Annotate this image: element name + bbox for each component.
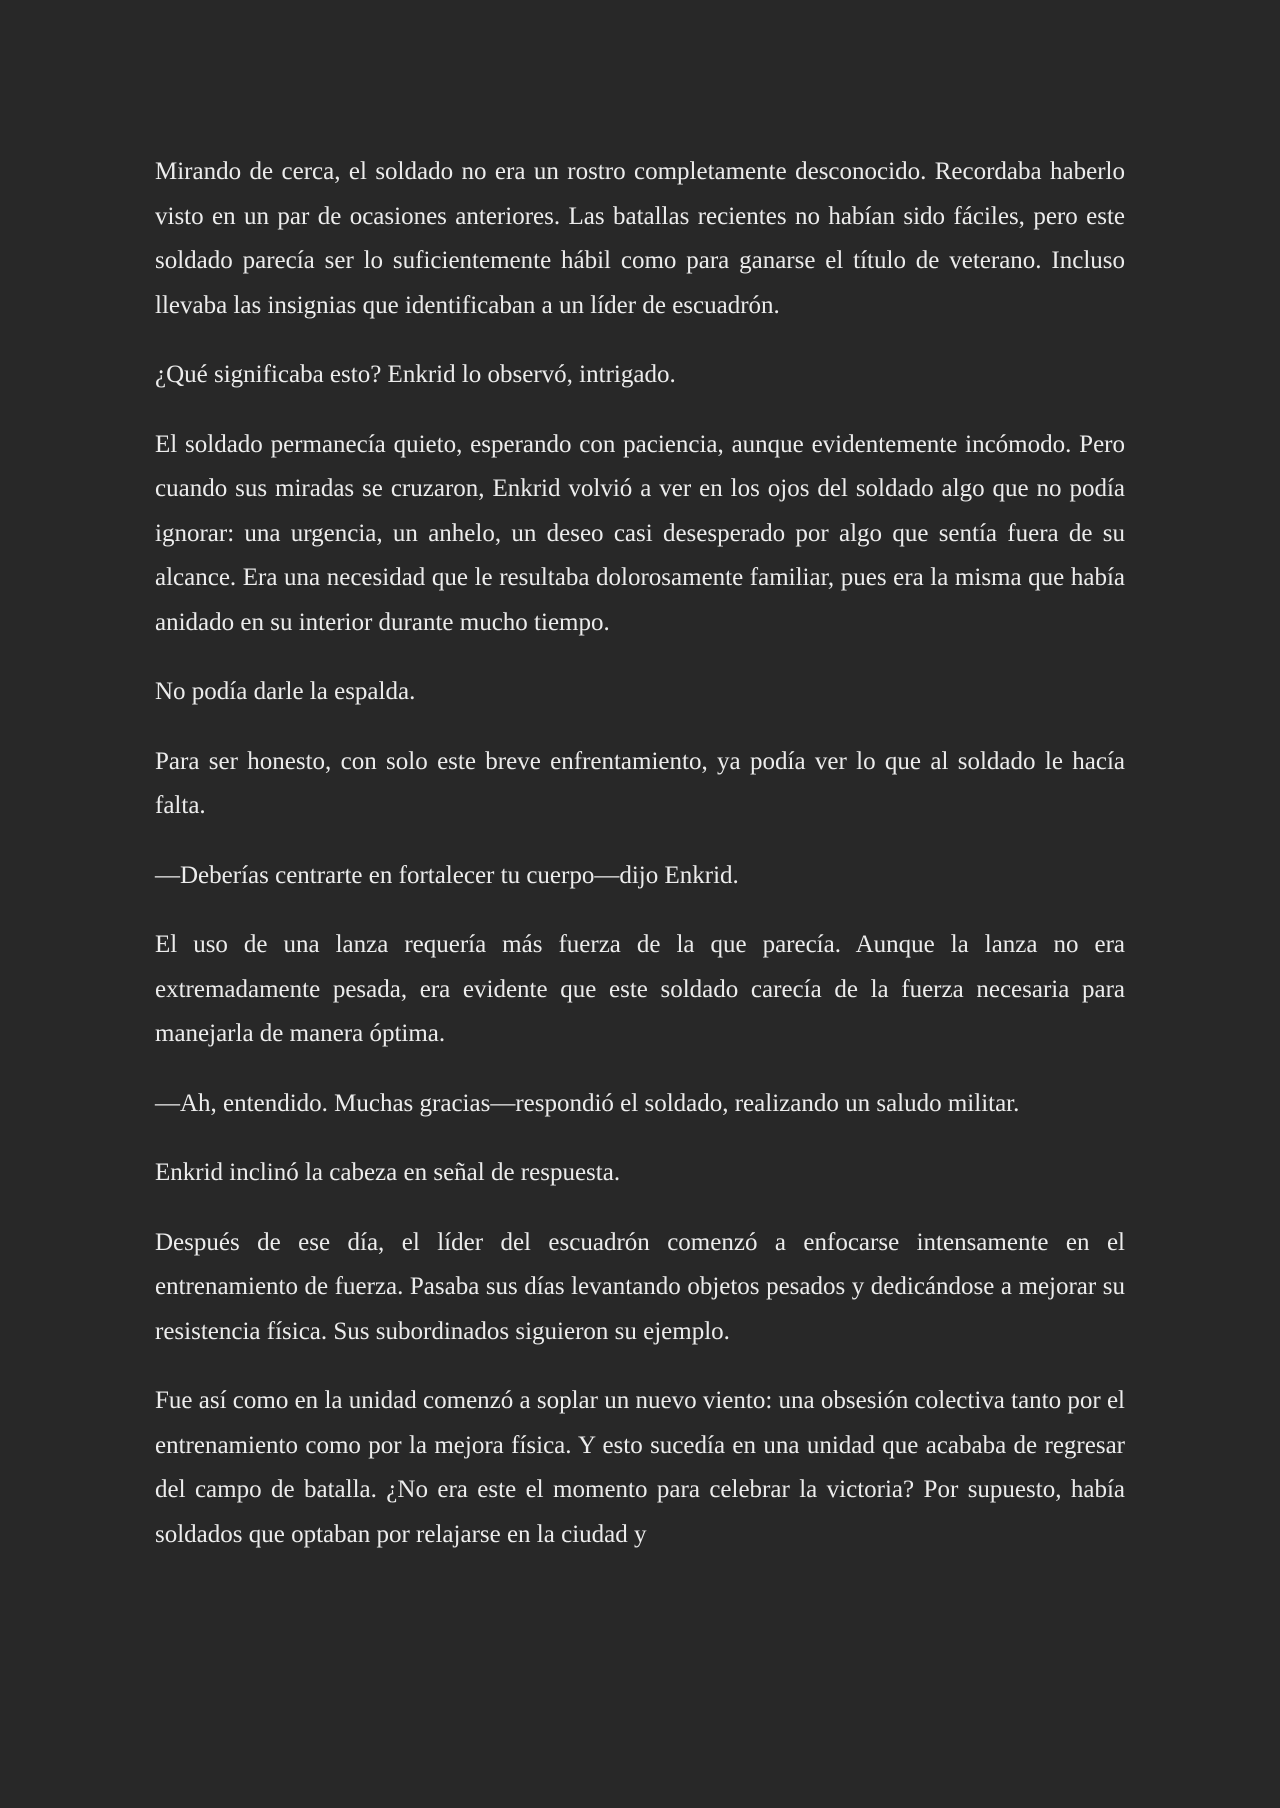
- paragraph: Para ser honesto, con solo este breve enfrentamiento, ya podía ver lo que al soldado le hacía falta.: [155, 747, 1125, 819]
- paragraph: El soldado permanecía quieto, esperando con paciencia, aunque evidentemente incómodo. Pero cuando sus miradas se cruzaron, Enkrid volvió a ver en los ojos del soldado algo que no podía ignorar: una urgencia, un anhelo, un deseo casi desesperado por algo que sentía fuera de su alcance. Era una necesidad que le resultaba dolorosamente familiar, pues era la misma que había anidado en su interior durante mucho tiempo.: [155, 430, 1125, 636]
- paragraph: —Ah, entendido. Muchas gracias—respondió el soldado, realizando un saludo militar.: [155, 1089, 1020, 1117]
- paragraph: No podía darle la espalda.: [155, 678, 416, 705]
- paragraph: Fue así como en la unidad comenzó a soplar un nuevo viento: una obsesión colectiva tanto por el entrenamiento como por la mejora física. Y esto sucedía en una unidad que acababa de regresar del campo de batalla. ¿No era este el momento para celebrar la victoria? Por supuesto, había soldados que optaban por relajarse en la ciudad y: [155, 1387, 1125, 1548]
- paragraph: El uso de una lanza requería más fuerza de la que parecía. Aunque la lanza no era extremadamente pesada, era evidente que este soldado carecía de la fuerza necesaria para manejarla de manera óptima.: [155, 931, 1125, 1047]
- paragraph: Después de ese día, el líder del escuadrón comenzó a enfocarse intensamente en el entrenamiento de fuerza. Pasaba sus días levantando objetos pesados y dedicándose a mejorar su resistencia física. Sus subordinados siguieron su ejemplo.: [155, 1228, 1125, 1345]
- paragraph: ¿Qué significaba esto? Enkrid lo observó, intrigado.: [155, 361, 676, 388]
- paragraph: Enkrid inclinó la cabeza en señal de respuesta.: [155, 1159, 621, 1186]
- reader-page: [155, 150, 1125, 1582]
- paragraph: —Deberías centrarte en fortalecer tu cuerpo—dijo Enkrid.: [155, 861, 739, 889]
- paragraph: Mirando de cerca, el soldado no era un rostro completamente desconocido. Recordaba haberlo visto en un par de ocasiones anteriores. Las batallas recientes no habían sido fáciles, pero este soldado parecía ser lo suficientemente hábil como para ganarse el título de veterano. Incluso llevaba las insignias que identificaban a un líder de escuadrón.: [155, 158, 1125, 319]
